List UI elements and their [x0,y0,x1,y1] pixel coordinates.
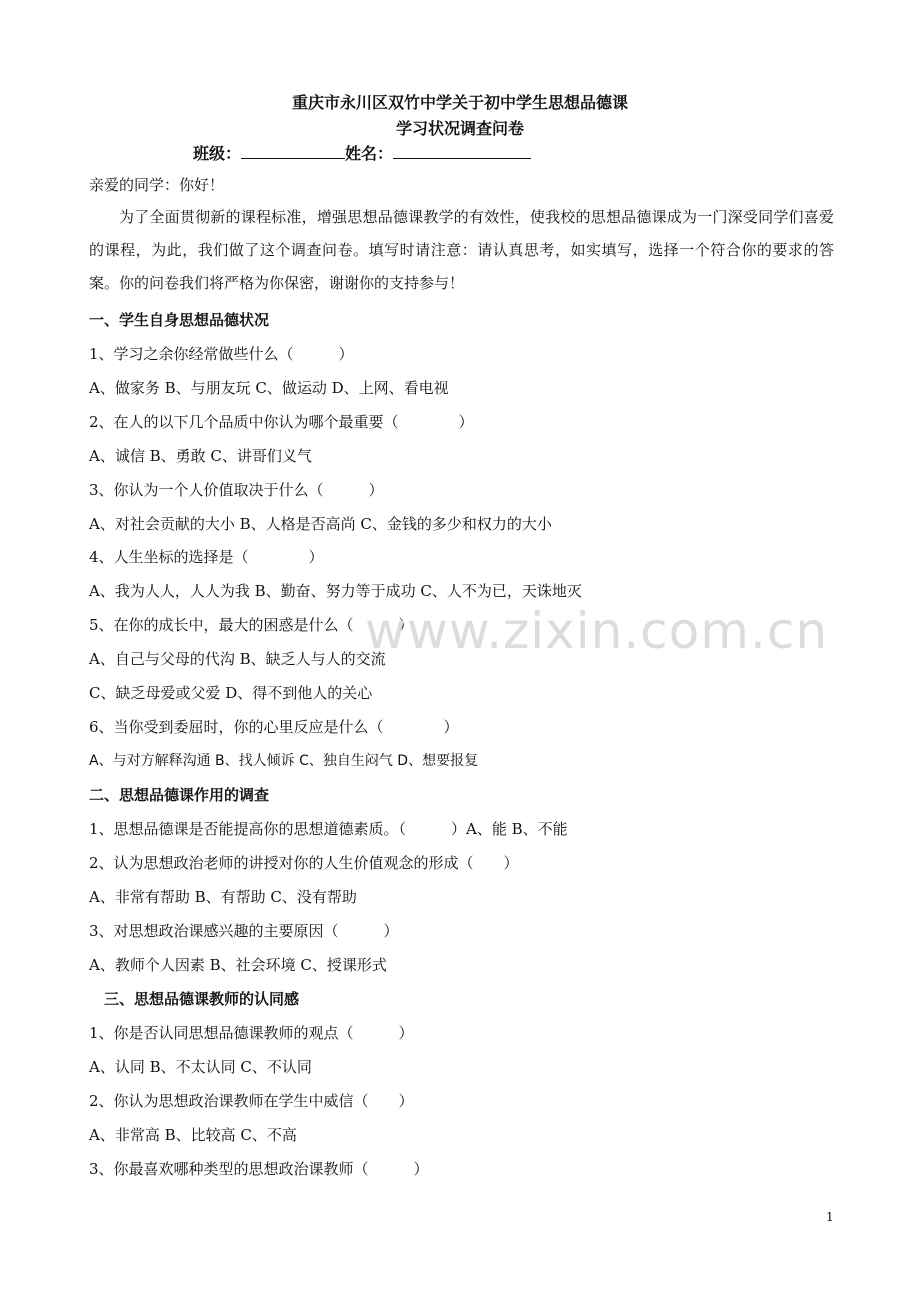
greeting: 亲爱的同学：你好！ [89,176,225,194]
question-3-3: 3、你最喜欢哪种类型的思想政治课教师（ ） [89,1160,429,1178]
options-2-2: A、非常有帮助 B、有帮助 C、没有帮助 [89,888,357,906]
class-label: 班级： [193,144,242,163]
question-3-1: 1、你是否认同思想品德课教师的观点（ ） [89,1024,414,1042]
options-1-5-a: A、自己与父母的代沟 B、缺乏人与人的交流 [89,650,386,668]
watermark: www.zixin.com.cn [365,602,829,660]
intro-paragraph: 为了全面贯彻新的课程标准，增强思想品德课教学的有效性，使我校的思想品德课成为一门深受同学们喜爱的课程，为此，我们做了这个调查问卷。填写时请注意：请认真思考，如实填写，选择一个符合你的要求的答案。你的问卷我们将严格为你保密，谢谢你的支持参与！ [89,208,834,292]
question-1-5: 5、在你的成长中，最大的困惑是什么（ ） [89,616,414,634]
section2-heading: 二、思想品德课作用的调查 [89,786,270,804]
question-1-6: 6、当你受到委屈时，你的心里反应是什么（ ） [89,718,459,736]
section3-heading: 三、思想品德课教师的认同感 [104,990,300,1008]
question-2-3: 3、对思想政治课感兴趣的主要原因（ ） [89,922,399,940]
document-title-line2: 学习状况调查问卷 [395,119,524,138]
options-1-6: A、与对方解释沟通 B、找人倾诉 C、独自生闷气 D、想要报复 [89,753,479,769]
class-blank [241,144,345,159]
question-3-2: 2、你认为思想政治课教师在学生中威信（ ） [89,1092,414,1110]
options-1-2: A、诚信 B、勇敢 C、讲哥们义气 [89,447,312,465]
page-number: 1 [826,1210,834,1224]
class-name-line [193,141,531,164]
options-1-1: A、做家务 B、与朋友玩 C、做运动 D、上网、看电视 [89,379,449,397]
options-2-3: A、教师个人因素 B、社会环境 C、授课形式 [89,956,387,974]
name-blank [393,144,531,159]
options-3-1: A、认同 B、不太认同 C、不认同 [89,1058,312,1076]
section1-heading: 一、学生自身思想品德状况 [89,311,270,329]
question-1-1: 1、学习之余你经常做些什么（ ） [89,345,354,363]
question-2-1: 1、思想品德课是否能提高你的思想道德素质。（ ）A、能 B、不能 [89,820,568,838]
question-1-4: 4、人生坐标的选择是（ ） [89,548,324,566]
options-3-2: A、非常高 B、比较高 C、不高 [89,1126,297,1144]
question-1-2: 2、在人的以下几个品质中你认为哪个最重要（ ） [89,413,474,431]
options-1-5-b: C、缺乏母爱或父爱 D、得不到他人的关心 [89,684,373,702]
question-2-2: 2、认为思想政治老师的讲授对你的人生价值观念的形成（ ） [89,854,519,872]
options-1-3: A、对社会贡献的大小 B、人格是否高尚 C、金钱的多少和权力的大小 [89,515,552,533]
document-title-line1: 重庆市永川区双竹中学关于初中学生思想品德课 [291,93,628,112]
question-1-3: 3、你认为一个人价值取决于什么（ ） [89,481,384,499]
name-label: 姓名： [345,144,394,163]
options-1-4: A、我为人人，人人为我 B、勤奋、努力等于成功 C、人不为已，天诛地灭 [89,582,582,600]
